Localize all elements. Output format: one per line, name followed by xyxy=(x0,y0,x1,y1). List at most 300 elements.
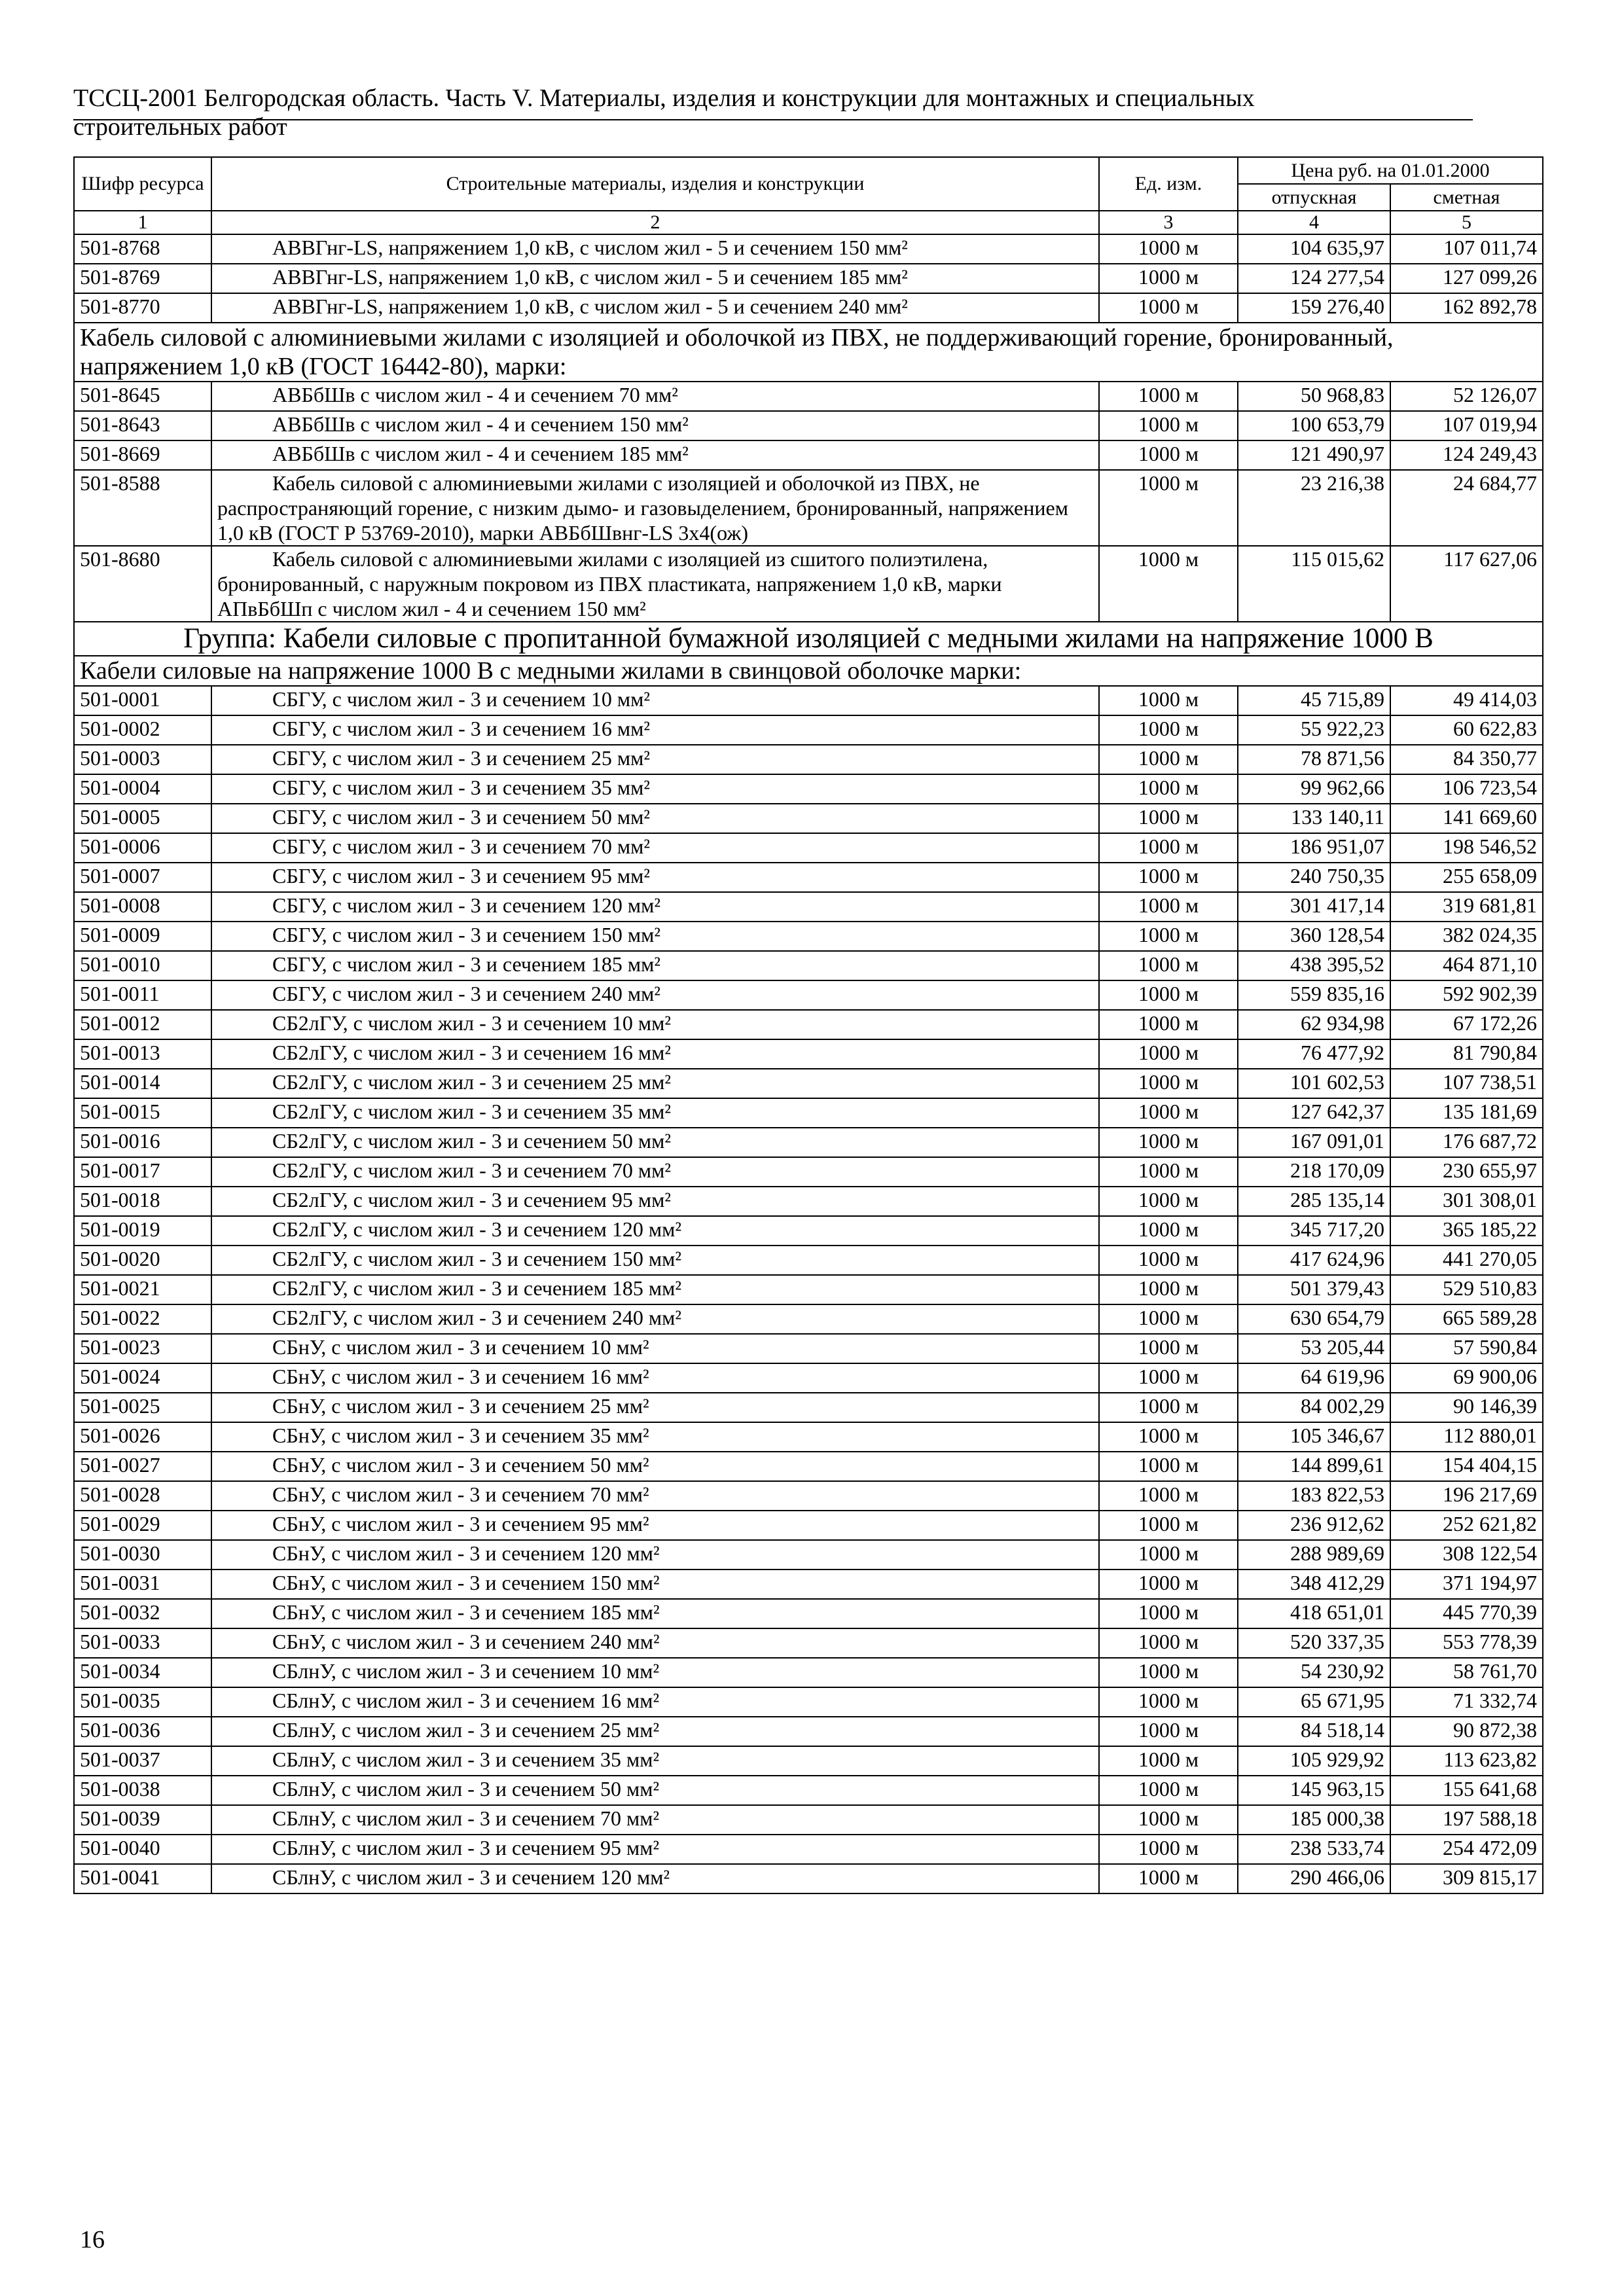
unit: 1000 м xyxy=(1099,1511,1238,1540)
material-name: СБнУ, с числом жил - 3 и сечением 185 мм² xyxy=(211,1599,1099,1628)
resource-code: 501-0026 xyxy=(74,1422,211,1452)
price-release: 417 624,96 xyxy=(1238,1246,1390,1275)
price-estimate: 445 770,39 xyxy=(1390,1599,1543,1628)
group-heading-row xyxy=(74,622,1543,656)
resource-code: 501-8768 xyxy=(74,234,211,264)
resource-code: 501-0036 xyxy=(74,1717,211,1746)
price-release: 133 140,11 xyxy=(1238,804,1390,833)
unit: 1000 м xyxy=(1099,1746,1238,1776)
material-name: СБнУ, с числом жил - 3 и сечением 150 мм² xyxy=(211,1570,1099,1599)
resource-code: 501-0028 xyxy=(74,1481,211,1511)
price-release: 100 653,79 xyxy=(1238,411,1390,440)
unit: 1000 м xyxy=(1099,715,1238,745)
unit: 1000 м xyxy=(1099,1481,1238,1511)
unit: 1000 м xyxy=(1099,892,1238,922)
price-estimate: 382 024,35 xyxy=(1390,922,1543,951)
price-release: 185 000,38 xyxy=(1238,1805,1390,1835)
material-name: СБГУ, с числом жил - 3 и сечением 120 мм² xyxy=(211,892,1099,922)
unit: 1000 м xyxy=(1099,470,1238,546)
table-row xyxy=(74,1304,1543,1334)
price-release: 290 466,06 xyxy=(1238,1864,1390,1893)
table-row xyxy=(74,863,1543,892)
table-row xyxy=(74,546,1543,622)
material-name: СБГУ, с числом жил - 3 и сечением 240 мм² xyxy=(211,980,1099,1010)
price-estimate: 230 655,97 xyxy=(1390,1157,1543,1187)
material-name: СБнУ, с числом жил - 3 и сечением 240 мм² xyxy=(211,1628,1099,1658)
price-estimate: 252 621,82 xyxy=(1390,1511,1543,1540)
table-row xyxy=(74,1511,1543,1540)
table-row xyxy=(74,1334,1543,1363)
unit: 1000 м xyxy=(1099,1452,1238,1481)
price-release: 145 963,15 xyxy=(1238,1776,1390,1805)
material-name: СБ2лГУ, с числом жил - 3 и сечением 16 мм² xyxy=(211,1039,1099,1069)
resource-code: 501-0004 xyxy=(74,774,211,804)
price-estimate: 117 627,06 xyxy=(1390,546,1543,622)
subheading-row xyxy=(74,323,1543,382)
unit: 1000 м xyxy=(1099,1864,1238,1893)
table-row xyxy=(74,1187,1543,1216)
resource-code: 501-0019 xyxy=(74,1216,211,1246)
material-name: СБГУ, с числом жил - 3 и сечением 150 мм² xyxy=(211,922,1099,951)
price-estimate: 665 589,28 xyxy=(1390,1304,1543,1334)
price-estimate: 69 900,06 xyxy=(1390,1363,1543,1393)
price-estimate: 529 510,83 xyxy=(1390,1275,1543,1304)
material-name: СБГУ, с числом жил - 3 и сечением 25 мм² xyxy=(211,745,1099,774)
price-estimate: 309 815,17 xyxy=(1390,1864,1543,1893)
table-row xyxy=(74,1628,1543,1658)
price-release: 360 128,54 xyxy=(1238,922,1390,951)
price-release: 127 642,37 xyxy=(1238,1098,1390,1128)
group-heading: Группа: Кабели силовые с пропитанной бумажной изоляцией с медными жилами на напряжение 1000 В xyxy=(74,622,1543,656)
price-release: 345 717,20 xyxy=(1238,1216,1390,1246)
material-name: СБлнУ, с числом жил - 3 и сечением 25 мм² xyxy=(211,1717,1099,1746)
unit: 1000 м xyxy=(1099,382,1238,411)
column-number-row xyxy=(74,211,1543,234)
unit: 1000 м xyxy=(1099,1422,1238,1452)
table-row xyxy=(74,1039,1543,1069)
table-row xyxy=(74,293,1543,323)
resource-code: 501-0038 xyxy=(74,1776,211,1805)
price-estimate: 84 350,77 xyxy=(1390,745,1543,774)
unit: 1000 м xyxy=(1099,1540,1238,1570)
resource-code: 501-0002 xyxy=(74,715,211,745)
unit: 1000 м xyxy=(1099,1157,1238,1187)
price-estimate: 67 172,26 xyxy=(1390,1010,1543,1039)
price-release: 104 635,97 xyxy=(1238,234,1390,264)
material-name: АВБбШв с числом жил - 4 и сечением 150 мм² xyxy=(211,411,1099,440)
price-estimate: 127 099,26 xyxy=(1390,264,1543,293)
resource-code: 501-0009 xyxy=(74,922,211,951)
header-row-1 xyxy=(74,157,1543,184)
price-release: 630 654,79 xyxy=(1238,1304,1390,1334)
material-name: СБ2лГУ, с числом жил - 3 и сечением 50 мм² xyxy=(211,1128,1099,1157)
unit: 1000 м xyxy=(1099,863,1238,892)
page-header xyxy=(73,84,1473,141)
material-name: СБлнУ, с числом жил - 3 и сечением 70 мм² xyxy=(211,1805,1099,1835)
subheading-row xyxy=(74,656,1543,686)
material-name: СБГУ, с числом жил - 3 и сечением 16 мм² xyxy=(211,715,1099,745)
price-release: 105 929,92 xyxy=(1238,1746,1390,1776)
unit: 1000 м xyxy=(1099,1098,1238,1128)
price-estimate: 196 217,69 xyxy=(1390,1481,1543,1511)
unit: 1000 м xyxy=(1099,1010,1238,1039)
table-row xyxy=(74,1422,1543,1452)
price-release: 301 417,14 xyxy=(1238,892,1390,922)
resource-code: 501-0025 xyxy=(74,1393,211,1422)
resource-code: 501-0001 xyxy=(74,686,211,715)
material-name: СБ2лГУ, с числом жил - 3 и сечением 25 мм² xyxy=(211,1069,1099,1098)
material-name: СБнУ, с числом жил - 3 и сечением 95 мм² xyxy=(211,1511,1099,1540)
material-name: СБнУ, с числом жил - 3 и сечением 25 мм² xyxy=(211,1393,1099,1422)
material-name: Кабель силовой с алюминиевыми жилами с изоляцией и оболочкой из ПВХ, не распространяющий горение, с низким дымо- и газовыделением, бронированный, напряжением 1,0 кВ (ГОСТ Р 53769-2010), марки АВБбШвнг-LS 3х4(ож) xyxy=(211,470,1099,546)
material-name: АВВГнг-LS, напряжением 1,0 кВ, с числом жил - 5 и сечением 185 мм² xyxy=(211,264,1099,293)
unit: 1000 м xyxy=(1099,1628,1238,1658)
price-estimate: 107 738,51 xyxy=(1390,1069,1543,1098)
unit: 1000 м xyxy=(1099,1776,1238,1805)
price-estimate: 371 194,97 xyxy=(1390,1570,1543,1599)
resource-code: 501-0016 xyxy=(74,1128,211,1157)
col-estimate-header: сметная xyxy=(1390,184,1543,211)
table-row xyxy=(74,382,1543,411)
unit: 1000 м xyxy=(1099,1658,1238,1687)
unit: 1000 м xyxy=(1099,1216,1238,1246)
unit: 1000 м xyxy=(1099,804,1238,833)
resource-code: 501-8588 xyxy=(74,470,211,546)
material-name: СБГУ, с числом жил - 3 и сечением 50 мм² xyxy=(211,804,1099,833)
resource-code: 501-0008 xyxy=(74,892,211,922)
resource-code: 501-0017 xyxy=(74,1157,211,1187)
table-row xyxy=(74,951,1543,980)
material-name: СБнУ, с числом жил - 3 и сечением 16 мм² xyxy=(211,1363,1099,1393)
price-release: 285 135,14 xyxy=(1238,1187,1390,1216)
col-name-header: Строительные материалы, изделия и конструкции xyxy=(211,157,1099,211)
unit: 1000 м xyxy=(1099,234,1238,264)
resource-code: 501-0041 xyxy=(74,1864,211,1893)
material-name: АВБбШв с числом жил - 4 и сечением 70 мм² xyxy=(211,382,1099,411)
price-estimate: 124 249,43 xyxy=(1390,440,1543,470)
resource-code: 501-8645 xyxy=(74,382,211,411)
resource-code: 501-8669 xyxy=(74,440,211,470)
price-release: 54 230,92 xyxy=(1238,1658,1390,1687)
table-row xyxy=(74,1216,1543,1246)
price-estimate: 24 684,77 xyxy=(1390,470,1543,546)
unit: 1000 м xyxy=(1099,1304,1238,1334)
header-title-line2: строительных работ xyxy=(73,113,287,141)
price-release: 62 934,98 xyxy=(1238,1010,1390,1039)
table-row xyxy=(74,774,1543,804)
unit: 1000 м xyxy=(1099,440,1238,470)
material-name: Кабель силовой с алюминиевыми жилами с изоляцией из сшитого полиэтилена, бронированный, с наружным покровом из ПВХ пластиката, напряжением 1,0 кВ, марки АПвБбШп с числом жил - 4 и сечением 150 мм² xyxy=(211,546,1099,622)
table-row xyxy=(74,1776,1543,1805)
table-row xyxy=(74,1010,1543,1039)
unit: 1000 м xyxy=(1099,833,1238,863)
unit: 1000 м xyxy=(1099,1039,1238,1069)
price-estimate: 135 181,69 xyxy=(1390,1098,1543,1128)
material-name: СБлнУ, с числом жил - 3 и сечением 120 мм² xyxy=(211,1864,1099,1893)
material-name: СБлнУ, с числом жил - 3 и сечением 16 мм² xyxy=(211,1687,1099,1717)
material-name: СБГУ, с числом жил - 3 и сечением 185 мм² xyxy=(211,951,1099,980)
col-number: 5 xyxy=(1390,211,1543,234)
price-table xyxy=(73,156,1543,1894)
resource-code: 501-0034 xyxy=(74,1658,211,1687)
price-estimate: 90 146,39 xyxy=(1390,1393,1543,1422)
price-estimate: 464 871,10 xyxy=(1390,951,1543,980)
price-release: 124 277,54 xyxy=(1238,264,1390,293)
price-estimate: 60 622,83 xyxy=(1390,715,1543,745)
price-release: 186 951,07 xyxy=(1238,833,1390,863)
material-name: СБлнУ, с числом жил - 3 и сечением 95 мм² xyxy=(211,1835,1099,1864)
table-row xyxy=(74,1157,1543,1187)
material-name: СБлнУ, с числом жил - 3 и сечением 10 мм² xyxy=(211,1658,1099,1687)
material-name: АВВГнг-LS, напряжением 1,0 кВ, с числом жил - 5 и сечением 240 мм² xyxy=(211,293,1099,323)
table-row xyxy=(74,1835,1543,1864)
material-name: СБнУ, с числом жил - 3 и сечением 35 мм² xyxy=(211,1422,1099,1452)
col-number: 2 xyxy=(211,211,1099,234)
table-row xyxy=(74,440,1543,470)
price-estimate: 113 623,82 xyxy=(1390,1746,1543,1776)
resource-code: 501-8769 xyxy=(74,264,211,293)
price-estimate: 176 687,72 xyxy=(1390,1128,1543,1157)
price-release: 101 602,53 xyxy=(1238,1069,1390,1098)
table-row xyxy=(74,1128,1543,1157)
material-name: СБ2лГУ, с числом жил - 3 и сечением 240 мм² xyxy=(211,1304,1099,1334)
unit: 1000 м xyxy=(1099,980,1238,1010)
material-name: АВБбШв с числом жил - 4 и сечением 185 мм² xyxy=(211,440,1099,470)
resource-code: 501-0011 xyxy=(74,980,211,1010)
price-release: 115 015,62 xyxy=(1238,546,1390,622)
resource-code: 501-0027 xyxy=(74,1452,211,1481)
unit: 1000 м xyxy=(1099,1717,1238,1746)
material-name: СБГУ, с числом жил - 3 и сечением 35 мм² xyxy=(211,774,1099,804)
price-release: 84 518,14 xyxy=(1238,1717,1390,1746)
price-estimate: 52 126,07 xyxy=(1390,382,1543,411)
page-number: 16 xyxy=(80,2226,105,2253)
table-header xyxy=(74,157,1543,234)
table-row xyxy=(74,234,1543,264)
unit: 1000 м xyxy=(1099,922,1238,951)
table-row xyxy=(74,470,1543,546)
material-name: СБ2лГУ, с числом жил - 3 и сечением 70 мм² xyxy=(211,1157,1099,1187)
price-estimate: 162 892,78 xyxy=(1390,293,1543,323)
table-row xyxy=(74,1069,1543,1098)
price-release: 418 651,01 xyxy=(1238,1599,1390,1628)
material-name: СБГУ, с числом жил - 3 и сечением 70 мм² xyxy=(211,833,1099,863)
material-name: СБГУ, с числом жил - 3 и сечением 10 мм² xyxy=(211,686,1099,715)
price-release: 99 962,66 xyxy=(1238,774,1390,804)
unit: 1000 м xyxy=(1099,1363,1238,1393)
unit: 1000 м xyxy=(1099,1128,1238,1157)
resource-code: 501-0040 xyxy=(74,1835,211,1864)
price-estimate: 197 588,18 xyxy=(1390,1805,1543,1835)
unit: 1000 м xyxy=(1099,774,1238,804)
price-estimate: 49 414,03 xyxy=(1390,686,1543,715)
material-name: СБнУ, с числом жил - 3 и сечением 120 мм² xyxy=(211,1540,1099,1570)
col-number: 1 xyxy=(74,211,211,234)
price-release: 238 533,74 xyxy=(1238,1835,1390,1864)
price-release: 50 968,83 xyxy=(1238,382,1390,411)
table-row xyxy=(74,980,1543,1010)
price-release: 167 091,01 xyxy=(1238,1128,1390,1157)
unit: 1000 м xyxy=(1099,1599,1238,1628)
price-estimate: 308 122,54 xyxy=(1390,1540,1543,1570)
unit: 1000 м xyxy=(1099,411,1238,440)
table-body xyxy=(74,234,1543,1893)
price-release: 240 750,35 xyxy=(1238,863,1390,892)
price-estimate: 365 185,22 xyxy=(1390,1216,1543,1246)
material-name: СБГУ, с числом жил - 3 и сечением 95 мм² xyxy=(211,863,1099,892)
table-row xyxy=(74,1717,1543,1746)
material-name: СБ2лГУ, с числом жил - 3 и сечением 35 мм² xyxy=(211,1098,1099,1128)
unit: 1000 м xyxy=(1099,1334,1238,1363)
price-estimate: 71 332,74 xyxy=(1390,1687,1543,1717)
table-row xyxy=(74,1540,1543,1570)
price-estimate: 155 641,68 xyxy=(1390,1776,1543,1805)
table-row xyxy=(74,1393,1543,1422)
material-name: СБнУ, с числом жил - 3 и сечением 10 мм² xyxy=(211,1334,1099,1363)
price-release: 236 912,62 xyxy=(1238,1511,1390,1540)
price-estimate: 254 472,09 xyxy=(1390,1835,1543,1864)
price-release: 183 822,53 xyxy=(1238,1481,1390,1511)
resource-code: 501-0029 xyxy=(74,1511,211,1540)
table-row xyxy=(74,686,1543,715)
price-estimate: 58 761,70 xyxy=(1390,1658,1543,1687)
header-rule xyxy=(73,119,1473,120)
unit: 1000 м xyxy=(1099,1835,1238,1864)
resource-code: 501-0039 xyxy=(74,1805,211,1835)
price-release: 64 619,96 xyxy=(1238,1363,1390,1393)
material-name: СБ2лГУ, с числом жил - 3 и сечением 185 мм² xyxy=(211,1275,1099,1304)
price-release: 144 899,61 xyxy=(1238,1452,1390,1481)
col-unit-header: Ед. изм. xyxy=(1099,157,1238,211)
price-release: 45 715,89 xyxy=(1238,686,1390,715)
table-row xyxy=(74,1687,1543,1717)
table-row xyxy=(74,1275,1543,1304)
resource-code: 501-8680 xyxy=(74,546,211,622)
price-estimate: 198 546,52 xyxy=(1390,833,1543,863)
table-row xyxy=(74,922,1543,951)
price-release: 55 922,23 xyxy=(1238,715,1390,745)
price-release: 84 002,29 xyxy=(1238,1393,1390,1422)
unit: 1000 м xyxy=(1099,1393,1238,1422)
table-row xyxy=(74,1452,1543,1481)
table-row xyxy=(74,1864,1543,1893)
resource-code: 501-8643 xyxy=(74,411,211,440)
price-release: 438 395,52 xyxy=(1238,951,1390,980)
table-row xyxy=(74,264,1543,293)
table-row xyxy=(74,1658,1543,1687)
unit: 1000 м xyxy=(1099,1069,1238,1098)
unit: 1000 м xyxy=(1099,951,1238,980)
table-row xyxy=(74,1805,1543,1835)
price-estimate: 112 880,01 xyxy=(1390,1422,1543,1452)
price-estimate: 441 270,05 xyxy=(1390,1246,1543,1275)
subheading: Кабели силовые на напряжение 1000 В с медными жилами в свинцовой оболочке марки: xyxy=(74,656,1543,686)
resource-code: 501-0037 xyxy=(74,1746,211,1776)
resource-code: 501-0033 xyxy=(74,1628,211,1658)
resource-code: 501-8770 xyxy=(74,293,211,323)
resource-code: 501-0018 xyxy=(74,1187,211,1216)
price-release: 520 337,35 xyxy=(1238,1628,1390,1658)
resource-code: 501-0035 xyxy=(74,1687,211,1717)
table-row xyxy=(74,411,1543,440)
resource-code: 501-0015 xyxy=(74,1098,211,1128)
col-release-header: отпускная xyxy=(1238,184,1390,211)
price-estimate: 141 669,60 xyxy=(1390,804,1543,833)
col-code-header: Шифр ресурса xyxy=(74,157,211,211)
resource-code: 501-0030 xyxy=(74,1540,211,1570)
unit: 1000 м xyxy=(1099,1570,1238,1599)
resource-code: 501-0022 xyxy=(74,1304,211,1334)
resource-code: 501-0005 xyxy=(74,804,211,833)
col-number: 4 xyxy=(1238,211,1390,234)
unit: 1000 м xyxy=(1099,264,1238,293)
price-release: 105 346,67 xyxy=(1238,1422,1390,1452)
material-name: СБлнУ, с числом жил - 3 и сечением 50 мм² xyxy=(211,1776,1099,1805)
unit: 1000 м xyxy=(1099,686,1238,715)
price-estimate: 81 790,84 xyxy=(1390,1039,1543,1069)
price-estimate: 154 404,15 xyxy=(1390,1452,1543,1481)
col-price-header: Цена руб. на 01.01.2000 xyxy=(1238,157,1543,184)
price-estimate: 107 019,94 xyxy=(1390,411,1543,440)
unit: 1000 м xyxy=(1099,1187,1238,1216)
price-release: 76 477,92 xyxy=(1238,1039,1390,1069)
unit: 1000 м xyxy=(1099,745,1238,774)
price-estimate: 592 902,39 xyxy=(1390,980,1543,1010)
table-row xyxy=(74,1098,1543,1128)
price-release: 348 412,29 xyxy=(1238,1570,1390,1599)
material-name: СБ2лГУ, с числом жил - 3 и сечением 10 мм² xyxy=(211,1010,1099,1039)
subheading: Кабель силовой с алюминиевыми жилами с изоляцией и оболочкой из ПВХ, не поддерживающий горение, бронированный, напряжением 1,0 кВ (ГОСТ 16442-80), марки: xyxy=(74,323,1543,382)
table-row xyxy=(74,745,1543,774)
price-estimate: 301 308,01 xyxy=(1390,1187,1543,1216)
price-release: 23 216,38 xyxy=(1238,470,1390,546)
resource-code: 501-0010 xyxy=(74,951,211,980)
resource-code: 501-0031 xyxy=(74,1570,211,1599)
unit: 1000 м xyxy=(1099,546,1238,622)
resource-code: 501-0007 xyxy=(74,863,211,892)
price-estimate: 319 681,81 xyxy=(1390,892,1543,922)
material-name: СБнУ, с числом жил - 3 и сечением 70 мм² xyxy=(211,1481,1099,1511)
price-release: 288 989,69 xyxy=(1238,1540,1390,1570)
resource-code: 501-0006 xyxy=(74,833,211,863)
unit: 1000 м xyxy=(1099,1275,1238,1304)
material-name: АВВГнг-LS, напряжением 1,0 кВ, с числом жил - 5 и сечением 150 мм² xyxy=(211,234,1099,264)
resource-code: 501-0003 xyxy=(74,745,211,774)
material-name: СБнУ, с числом жил - 3 и сечением 50 мм² xyxy=(211,1452,1099,1481)
unit: 1000 м xyxy=(1099,1805,1238,1835)
material-name: СБ2лГУ, с числом жил - 3 и сечением 120 мм² xyxy=(211,1216,1099,1246)
unit: 1000 м xyxy=(1099,293,1238,323)
table-row xyxy=(74,833,1543,863)
price-estimate: 106 723,54 xyxy=(1390,774,1543,804)
resource-code: 501-0013 xyxy=(74,1039,211,1069)
table-row xyxy=(74,1746,1543,1776)
table-row xyxy=(74,804,1543,833)
price-release: 218 170,09 xyxy=(1238,1157,1390,1187)
price-estimate: 90 872,38 xyxy=(1390,1717,1543,1746)
table-row xyxy=(74,715,1543,745)
table-row xyxy=(74,1570,1543,1599)
table-row xyxy=(74,1481,1543,1511)
resource-code: 501-0020 xyxy=(74,1246,211,1275)
table-row xyxy=(74,1246,1543,1275)
price-estimate: 553 778,39 xyxy=(1390,1628,1543,1658)
material-name: СБ2лГУ, с числом жил - 3 и сечением 150 мм² xyxy=(211,1246,1099,1275)
price-release: 53 205,44 xyxy=(1238,1334,1390,1363)
resource-code: 501-0021 xyxy=(74,1275,211,1304)
header-title-line1: ТССЦ-2001 Белгородская область. Часть V. Материалы, изделия и конструкции для монтажных и специальных xyxy=(73,84,1255,112)
price-release: 78 871,56 xyxy=(1238,745,1390,774)
